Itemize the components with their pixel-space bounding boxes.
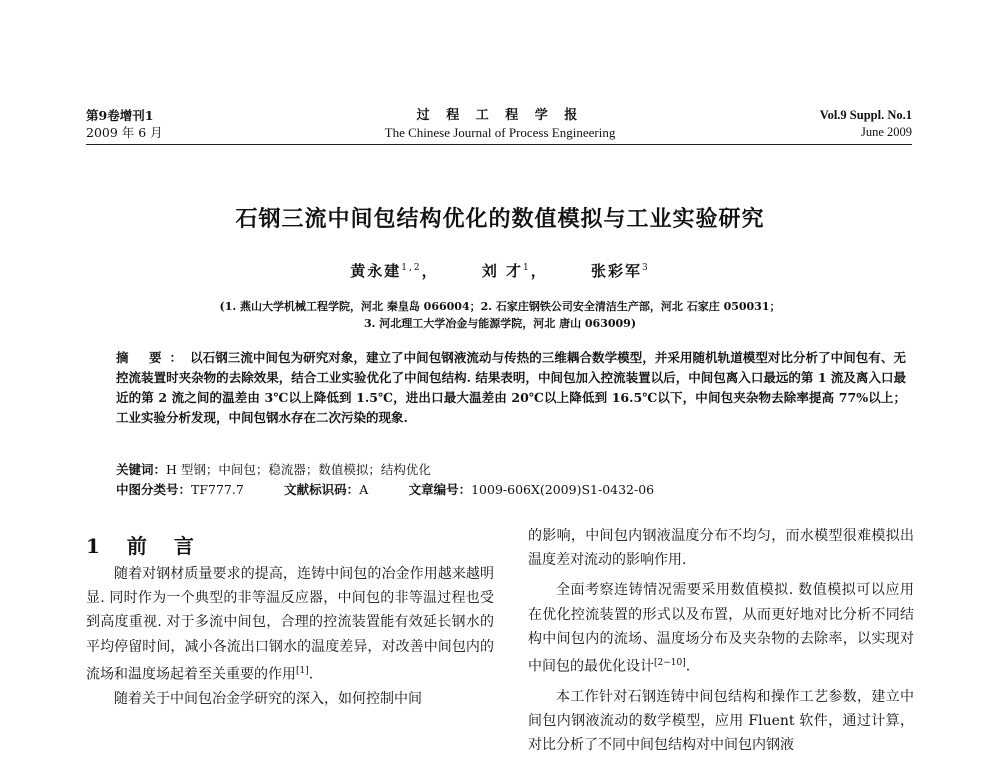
paragraph: 随着关于中间包冶金学研究的深入，如何控制中间: [114, 690, 422, 707]
keywords-label: 关键词：: [116, 462, 167, 477]
affiliation-line: 3. 河北理工大学冶金与能源学院，河北 唐山 063009): [363, 317, 637, 330]
document-code: 文献标识码：A: [284, 482, 369, 497]
author: 张彩军$^3$: [591, 262, 650, 280]
section-heading: 1 前 言: [86, 534, 204, 558]
paragraph: 全面考察连铸情况需要采用数值模拟. 数值模拟可以应用在优化控流装置的形式以及布置，从而更好地对比分析不同结构中间包内的流场、温度场分布及夹杂物的去除率，以实现对中间包的最优化设计[2−10].: [528, 582, 914, 675]
left-column: [86, 562, 494, 711]
header-rule: [86, 144, 912, 145]
classification-line: [116, 480, 690, 498]
article-number: 文章编号：1009-606X(2009)S1-0432-06: [408, 482, 655, 497]
header-volume-en: Vol.9 Suppl. No.1: [819, 108, 912, 122]
author: 黄永建$^{1,2}$，: [350, 262, 439, 280]
keywords-text: H 型钢；中间包；稳流器；数值模拟；结构优化: [166, 462, 431, 477]
header-right: [820, 107, 912, 141]
journal-title-cn: 过 程 工 程 学 报: [416, 108, 584, 123]
citation: [2−10]: [654, 658, 686, 669]
citation: [1]: [296, 665, 309, 676]
author-list: [0, 260, 1000, 281]
clc-number: 中图分类号：TF777.7: [116, 482, 244, 497]
paragraph: 随着对钢材质量要求的提高，连铸中间包的冶金作用越来越明显. 同时作为一个典型的非等温反应器，中间包的非等温过程也受到高度重视. 对于多流中间包，合理的控流装置能有效延长钢水的平均停留时间，减小各流出口钢水的温度差异，对改善中间包内的流场和温度场起着至关重要的作用[1].: [86, 566, 494, 683]
header-volume: 第9卷增刊1: [86, 108, 154, 123]
affiliation-line: (1. 燕山大学机械工程学院，河北 秦皇岛 066004；2. 石家庄钢铁公司安全清洁生产部，河北 石家庄 050031；: [219, 300, 781, 313]
abstract: [116, 348, 906, 428]
keywords: [116, 460, 431, 478]
paragraph: 本工作针对石钢连铸中间包结构和操作工艺参数，建立中间包内钢液流动的数学模型，应用 Fluent 软件，通过计算，对比分析了不同中间包结构对中间包内钢液: [528, 688, 914, 754]
journal-title-en: The Chinese Journal of Process Engineering: [384, 125, 616, 140]
abstract-text: 以石钢三流中间包为研究对象，建立了中间包钢液流动与传热的三维耦合数学模型，并采用随机轨道模型对比分析了中间包有、无控流装置时夹杂物的去除效果，结合工业实验优化了中间包结构. 结果表明，中间包加入控流装置以后，中间包离入口最远的第 1 流及离入口最近的第 2 流之间的温差由 3℃以上降低到 1.5℃，进出口最大温差由 20℃以上降低到 16.5℃以下，中间包夹杂物去除率提高 77%以上；工业实验分析发现，中间包钢水存在二次污染的现象.: [116, 350, 906, 425]
abstract-label: 摘 要：: [116, 350, 191, 365]
header-date-cn: 2009 年 6 月: [86, 125, 163, 140]
paper-title: 石钢三流中间包结构优化的数值模拟与工业实验研究: [235, 206, 765, 232]
right-column: [528, 524, 914, 757]
header-date-en: June 2009: [860, 125, 912, 139]
paragraph: 的影响，中间包内钢液温度分布不均匀，而水模型很难模拟出温度差对流动的影响作用.: [528, 528, 914, 569]
affiliations: [0, 298, 1000, 332]
author: 刘 才$^1$，: [481, 262, 548, 280]
